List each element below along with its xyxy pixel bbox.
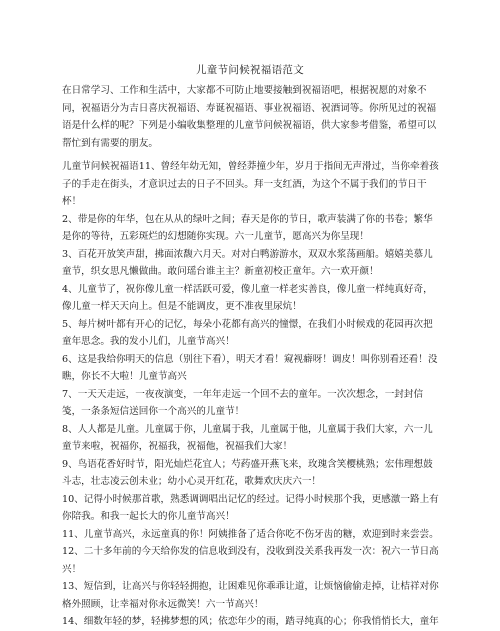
- list-item: 13、短信到，让高兴与你轻轻拥抱，让困难见你乖乖让道，让烦恼偷偷走掉，让桔祥对你格外照顾，让幸福对你永远微笑！六一节高兴！: [62, 581, 439, 610]
- list-item: 儿童节问候祝福语11、曾经年幼无知，曾经莽撞少年，岁月于指间无声滑过，当你牵着孩子的手走在街头，才意识过去的日子不回头。拜一支红酒，为这个不属于我们的节日干杯！: [62, 161, 439, 207]
- list-item: 3、百花开放笑声甜，拂面浓馥六月天。对对白鸭游游水，双双水浆荡画船。嬉嬉美慕儿童节，织女思凡懒做曲。敢问瑶台谁主主？新童初校正童年。六一欢开颜！: [62, 248, 433, 277]
- list-item: 6、这是我给你明天的信息（别往下看），明天才看！窥视癖呀！调皮！叫你别看还看！没瞧，你长不大啦！儿童节高兴: [62, 353, 438, 382]
- list-item: 7、一天天走远，一夜夜演变，一年年走远一个回不去的童年。一次次想念，一封封信笺，一条条短信送回你一个高兴的儿童节！: [62, 388, 424, 417]
- list-item: 11、儿童节高兴，永远童真的你！阿姨推备了适合你吃不伤牙齿的糖，欢迎到时来尝尝。: [62, 528, 439, 540]
- list-item: 4、儿童节了，祝你像儿童一样活跃可爱，像儿童一样老实善良，像儿童一样纯真好奇，像儿童一样天天向上。但是不能调皮，更不准夜里尿炕！: [62, 283, 433, 312]
- greetings-list: [62, 158, 442, 631]
- list-item: 2、带是你的年华，包在从从的绿叶之间；春天是你的节日，歌声装满了你的书卷；繁华是你的等待，五彩斑烂的幻想随你实现。六一儿童节，愿高兴为你呈现！: [62, 213, 433, 242]
- list-item: 9、鸟语花香好时节，阳光灿烂花宜人；芍药盛开燕飞来，玫瑰含笑樱桃熟；宏伟理想鼓斗志，壮志凌云创未业；幼小心灵开红花，歌舞欢庆庆六一！: [62, 458, 433, 487]
- list-item: 8、人人都是儿童。儿童属于你，儿童属于我，儿童属于他，儿童属于我们大家，六一儿童节来啦，祝福你，祝福我，祝福他，祝福我们大家！: [62, 423, 433, 452]
- list-item: 14、细数年轻的梦，轻拂梦想的风；依恋年少的雨，踏寻纯真的心；你我悄悄长大，童年: [62, 616, 439, 627]
- list-item: 10、记得小时候那首歌，熟悉调调唱出记忆的经过。记得小时候那个我，更感激一路上有你陪我。和我一起长大的你儿童节高兴！: [62, 493, 439, 522]
- list-item: 12、二十多年前的今天给你发的信息收到没有，没收到没关系我再发一次：祝六一节日高兴！: [62, 546, 439, 575]
- intro-paragraph: 在日常学习、工作和生活中，大家都不可防止地要接触到祝福语吧，根据祝愿的对象不同，祝福语分为吉日喜庆祝福语、寿诞祝福语、事业祝福语、祝酒词等。你所见过的祝福语是什么样的呢？下列是小编收集整理的儿童节问候祝福语，供大家参考借鉴，希望可以帮忙到有需要的朋友。: [62, 85, 437, 149]
- document-title: 儿童节问候祝福语范文: [196, 64, 304, 76]
- list-item: 5、每片树叶都有开心的记忆，每朵小花都有高兴的憧憬，在我们小时候戏的花园再次把童年思念。我的发小儿们，儿童节高兴！: [62, 318, 433, 347]
